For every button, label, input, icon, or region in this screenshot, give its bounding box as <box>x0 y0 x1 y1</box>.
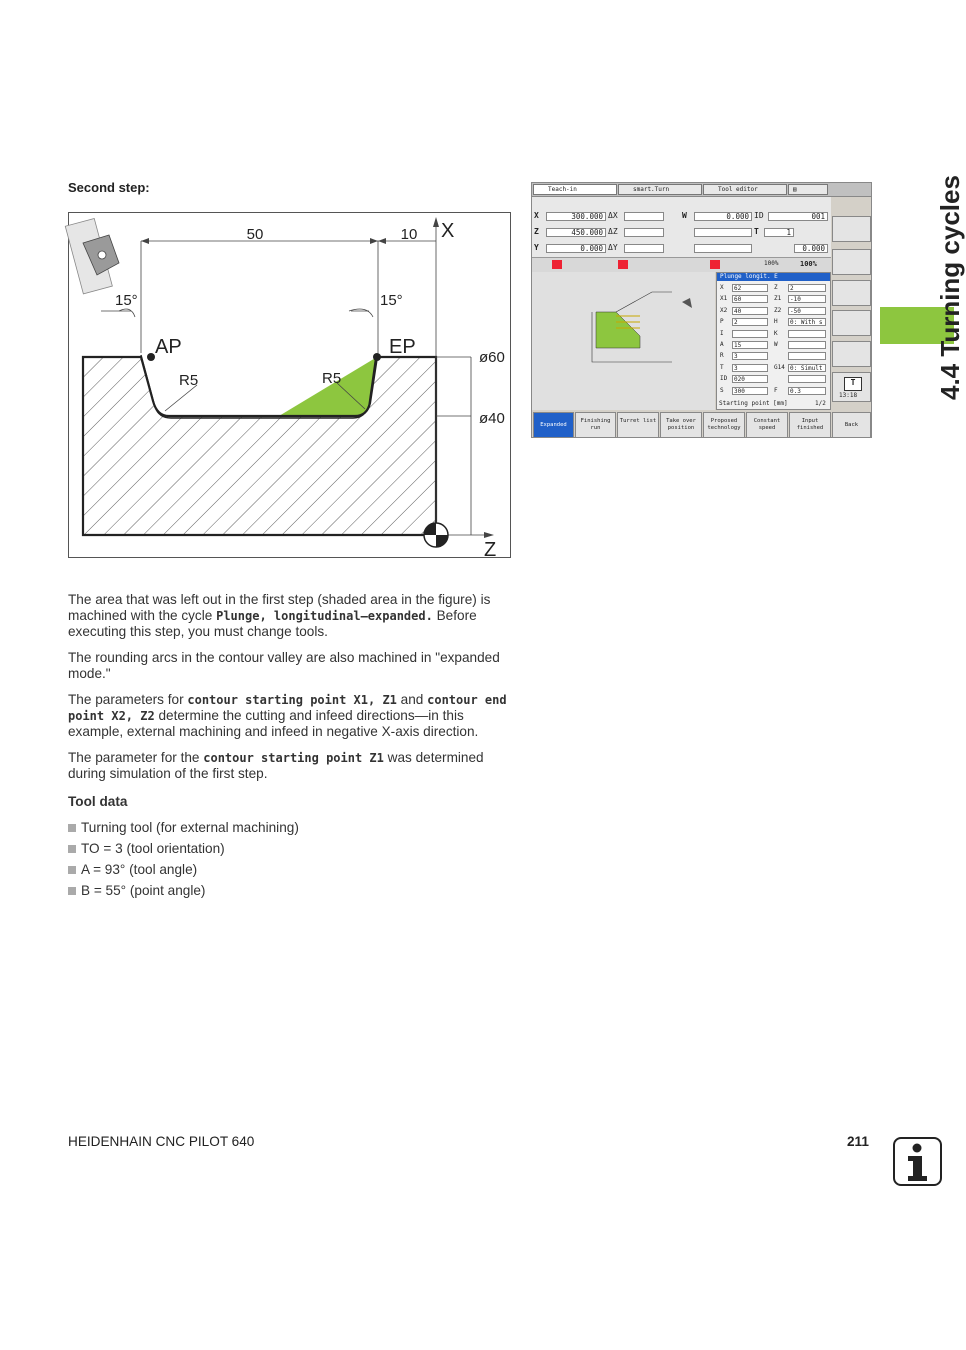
dia-40-label: ø40 <box>479 410 505 427</box>
dialog-param-field[interactable]: 62 <box>732 284 768 292</box>
ep-label: EP <box>389 336 416 358</box>
dx-value <box>624 212 664 221</box>
w-value: 0.000 <box>694 212 752 221</box>
dialog-param-field[interactable]: 300 <box>732 387 768 395</box>
z-axis-label: Z <box>534 227 539 236</box>
tab-teach-in[interactable]: Teach-in <box>533 184 617 195</box>
dialog-param-label: H <box>774 318 778 326</box>
stop-indicator <box>618 260 628 269</box>
stop-indicator <box>552 260 562 269</box>
dialog-param-field[interactable]: 60 <box>732 295 768 303</box>
dialog-param-label: Z2 <box>774 306 782 314</box>
vertical-softkey-4[interactable] <box>832 310 871 336</box>
cnc-screenshot <box>531 182 872 438</box>
dialog-param-field[interactable]: 3 <box>732 364 768 372</box>
dialog-param-field[interactable]: 2 <box>788 284 826 292</box>
dialog-param-field[interactable]: 020 <box>732 375 768 383</box>
vertical-softkey-3[interactable] <box>832 280 871 306</box>
spindle-value: 0.000 <box>794 244 828 253</box>
dialog-param-label: S <box>720 386 724 394</box>
t-label: T <box>754 227 759 236</box>
paragraph-3: The parameters for contour starting point X1, Z1 and contour end point X2, Z2 determine the cutting and infeed directions—in this example, external machining and infeed in negative X-axis direction. <box>68 692 507 739</box>
dialog-param-field[interactable] <box>788 352 826 360</box>
dialog-param-field[interactable]: 0: With s <box>788 318 826 326</box>
dialog-param-label: G14 <box>774 363 785 371</box>
tab-tool-editor[interactable]: Tool editor <box>703 184 787 195</box>
dialog-param-field[interactable]: 2 <box>732 318 768 326</box>
paragraph-1: The area that was left out in the first step (shaded area in the figure) is machined with the cycle Plunge, longitudinal—expanded. Before executing this step, you must change tools. <box>68 592 491 639</box>
dialog-param-label: I <box>720 329 724 337</box>
contour-drawing <box>69 213 510 561</box>
bullet-icon <box>68 866 76 874</box>
dy-label: ΔY <box>608 243 618 252</box>
position-display <box>532 197 831 271</box>
dialog-param-label: K <box>774 329 778 337</box>
stop-indicator <box>710 260 720 269</box>
softkey-finishing-run[interactable]: Finishing run <box>575 412 616 438</box>
w-label: W <box>682 211 687 220</box>
id-label: ID <box>754 211 764 220</box>
angle-left-label: 15° <box>115 292 138 309</box>
contour-preview <box>532 272 715 410</box>
ap-label: AP <box>155 336 182 358</box>
dz-value <box>624 228 664 237</box>
r5-left-label: R5 <box>179 372 199 389</box>
dy-value <box>624 244 664 253</box>
section-heading: Second step: <box>68 180 150 195</box>
tool-softkey[interactable] <box>832 372 871 402</box>
info-glyph <box>895 1139 940 1184</box>
dim-50-label: 50 <box>246 226 264 243</box>
dialog-param-label: ID <box>720 375 728 383</box>
dialog-param-label: F <box>774 386 778 394</box>
softkey-take-over-position[interactable]: Take over position <box>660 412 702 438</box>
dz-label: ΔZ <box>608 227 618 236</box>
dialog-param-label: P <box>720 318 724 326</box>
dialog-param-field[interactable]: -50 <box>788 307 826 315</box>
cycle-dialog <box>716 272 831 410</box>
id-value: 001 <box>768 212 828 221</box>
y-axis-label: Y <box>534 243 539 252</box>
page-number: 211 <box>847 1134 869 1149</box>
dialog-title: Plunge longit. E <box>717 273 830 281</box>
dialog-param-label: T <box>720 363 724 371</box>
vertical-softkey-2[interactable] <box>832 249 871 275</box>
vertical-softkey-1[interactable] <box>832 216 871 242</box>
softkey-expanded[interactable]: Expanded <box>533 412 574 438</box>
paragraph-4: The parameter for the contour starting point Z1 was determined during simulation of the first step. <box>68 750 484 781</box>
paragraph-2: The rounding arcs in the contour valley are also machined in "expanded mode." <box>68 650 500 681</box>
feed-field <box>694 228 752 237</box>
axis-x-label: X <box>441 220 455 242</box>
status-row <box>532 257 831 272</box>
tool-data-heading: Tool data <box>68 794 128 809</box>
dialog-param-field[interactable]: -10 <box>788 295 826 303</box>
chapter-side-title: 4.4 Turning cycles <box>935 175 965 400</box>
dx-label: ΔX <box>608 211 618 220</box>
contour-figure <box>68 212 511 561</box>
dialog-param-label: R <box>720 352 724 360</box>
y-value: 0.000 <box>546 244 606 253</box>
tool-icon: T <box>844 377 862 391</box>
bullet-icon <box>68 845 76 853</box>
dialog-param-field[interactable]: 0.3 <box>788 387 826 395</box>
z-value: 450.000 <box>546 228 606 237</box>
x-axis-label: X <box>534 211 539 220</box>
tool-field <box>694 244 752 253</box>
dia-60-label: ø60 <box>479 349 505 366</box>
f-override: 100% <box>764 260 779 267</box>
tab-smart-turn[interactable]: smart.Turn <box>618 184 702 195</box>
dialog-param-field[interactable] <box>788 341 826 349</box>
softkey-turret-list[interactable]: Turret list <box>617 412 659 438</box>
bullet-icon <box>68 824 76 832</box>
softkey-proposed-technology[interactable]: Proposed technology <box>703 412 745 438</box>
list-item: Turning tool (for external machining) <box>68 820 513 836</box>
dialog-param-label: A <box>720 341 724 348</box>
list-item: A = 93° (tool angle) <box>68 862 513 878</box>
x-value: 300.000 <box>546 212 606 221</box>
dialog-param-field[interactable] <box>788 330 826 338</box>
tab-extra[interactable]: ▤ <box>788 184 828 195</box>
dialog-param-label: Z1 <box>774 295 782 303</box>
list-item: TO = 3 (tool orientation) <box>68 841 513 857</box>
dialog-param-label: Z <box>774 284 778 291</box>
softkey-constant-speed[interactable]: Constant speed <box>746 412 788 438</box>
vertical-softkey-5[interactable] <box>832 341 871 367</box>
clock: 13:18 <box>839 392 858 399</box>
list-item: B = 55° (point angle) <box>68 883 513 899</box>
softkey-back[interactable]: Back <box>832 412 871 438</box>
r5-right-label: R5 <box>322 370 342 387</box>
bullet-icon <box>68 887 76 895</box>
dialog-param-field[interactable] <box>732 330 768 338</box>
axis-z-label: Z <box>484 539 497 561</box>
dialog-page: 1/2 <box>815 400 826 407</box>
dialog-param-label: X <box>720 284 724 291</box>
t-value: 1 <box>764 228 794 237</box>
info-icon <box>893 1137 942 1186</box>
softkey-input-finished[interactable]: Input finished <box>789 412 831 438</box>
simulation-graphic <box>532 272 715 410</box>
body-text <box>68 592 513 904</box>
footer-product: HEIDENHAIN CNC PILOT 640 <box>68 1134 255 1149</box>
dialog-param-label: X1 <box>720 295 728 303</box>
dim-10-label: 10 <box>400 226 418 243</box>
s-override: 100% <box>800 260 817 268</box>
dialog-param-field[interactable]: 15 <box>732 341 768 349</box>
dialog-param-label: W <box>774 341 778 348</box>
dialog-param-field[interactable] <box>788 375 826 383</box>
mode-tab-bar <box>532 183 871 197</box>
angle-right-label: 15° <box>380 292 403 309</box>
dialog-param-field[interactable]: 0: Simult <box>788 364 826 372</box>
dialog-param-field[interactable]: 3 <box>732 352 768 360</box>
dialog-status: Starting point [mm] <box>719 400 788 407</box>
dialog-param-label: X2 <box>720 306 728 314</box>
dialog-param-field[interactable]: 40 <box>732 307 768 315</box>
